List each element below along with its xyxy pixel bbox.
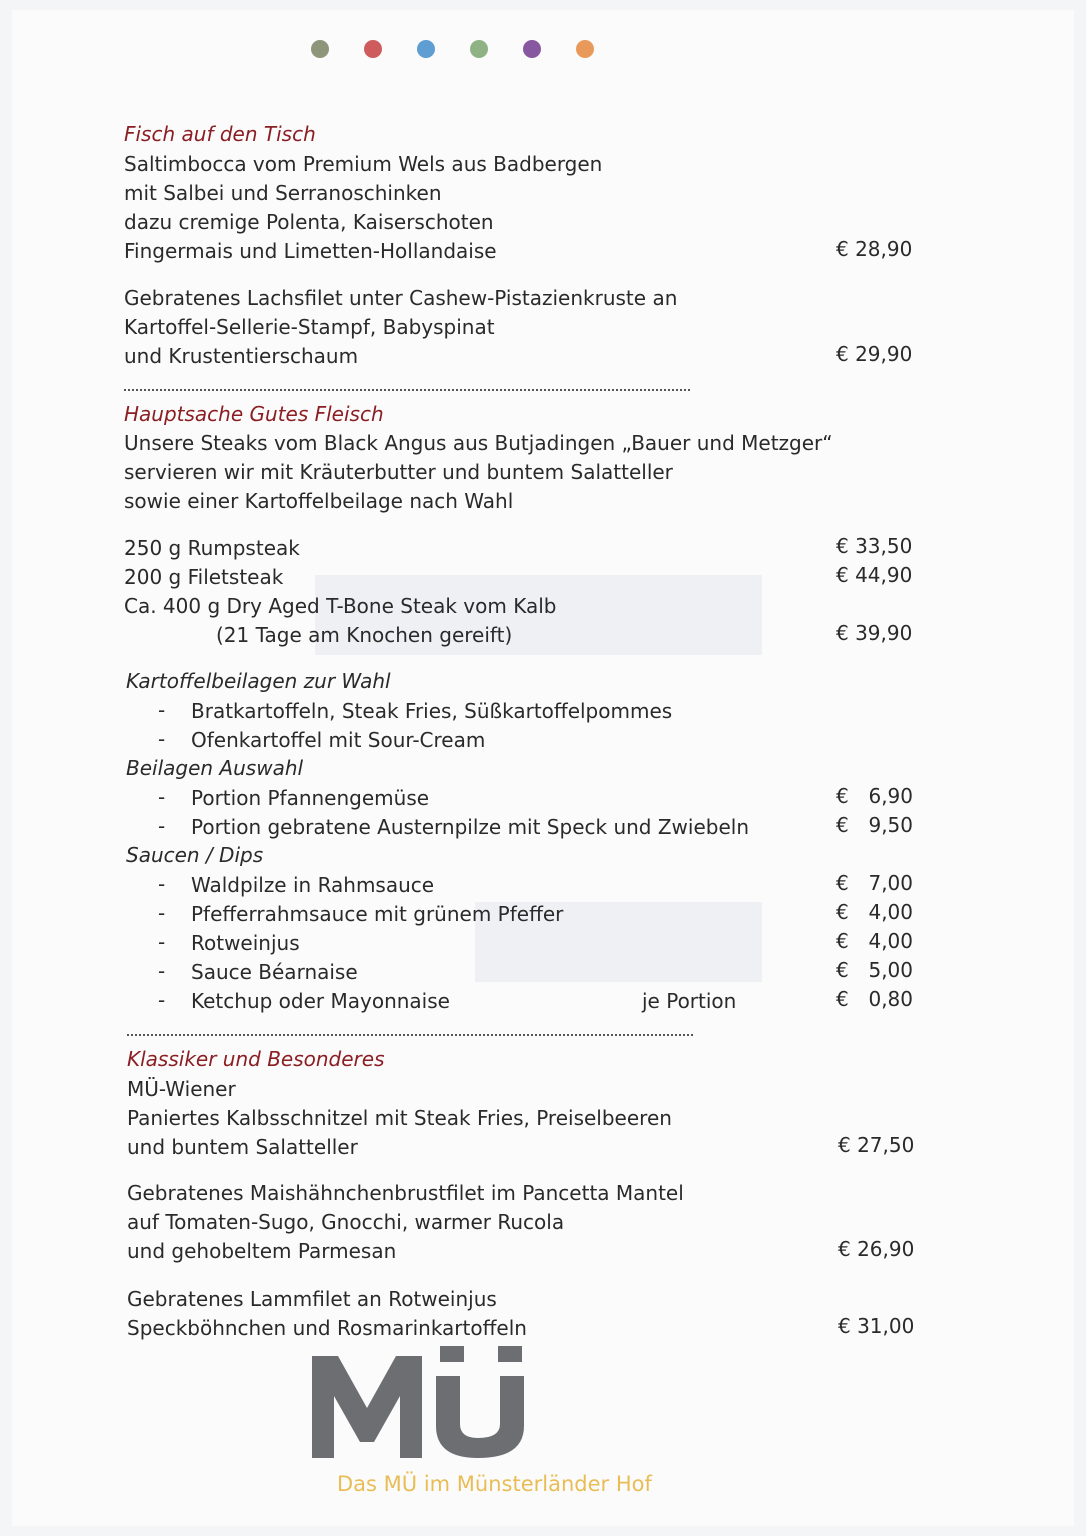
- section-heading-fleisch: Hauptsache Gutes Fleisch: [124, 402, 384, 426]
- subheading-kartoffel: Kartoffelbeilagen zur Wahl: [126, 669, 391, 693]
- intro-line: sowie einer Kartoffelbeilage nach Wahl: [124, 489, 514, 513]
- dish-line: dazu cremige Polenta, Kaiserschoten: [124, 210, 494, 234]
- list-item: Portion gebratene Austernpilze mit Speck und Zwiebeln: [191, 815, 749, 839]
- dish-line: Kartoffel-Sellerie-Stampf, Babyspinat: [124, 315, 495, 339]
- list-dash: -: [158, 930, 166, 954]
- list-dash: -: [158, 814, 166, 838]
- euro-sign: €: [836, 871, 849, 895]
- dish-price: € 28,90: [836, 237, 913, 261]
- list-dash: -: [158, 872, 166, 896]
- dish-line: Gebratenes Lachsfilet unter Cashew-Pistazienkruste an: [124, 286, 678, 310]
- list-item: Portion Pfannengemüse: [191, 786, 430, 810]
- list-item: Bratkartoffeln, Steak Fries, Süßkartoffelpommes: [191, 699, 673, 723]
- steak-name: 200 g Filetsteak: [124, 565, 284, 589]
- dish-line: Gebratenes Lammfilet an Rotweinjus: [127, 1287, 497, 1311]
- price-value: 6,90: [868, 784, 913, 808]
- dish-price: € 29,90: [836, 342, 913, 366]
- dish-line: Paniertes Kalbsschnitzel mit Steak Fries, Preiselbeeren: [127, 1106, 672, 1130]
- dish-line: und gehobeltem Parmesan: [127, 1239, 397, 1263]
- list-item: Rotweinjus: [191, 931, 300, 955]
- list-item: Sauce Béarnaise: [191, 960, 358, 984]
- tagline: Das MÜ im Münsterländer Hof: [337, 1472, 652, 1496]
- price-value: 5,00: [868, 958, 913, 982]
- dish-line: Speckböhnchen und Rosmarinkartoffeln: [127, 1316, 527, 1340]
- list-dash: -: [158, 698, 166, 722]
- dish-line: Gebratenes Maishähnchenbrustfilet im Pancetta Mantel: [127, 1181, 684, 1205]
- section-heading-fisch: Fisch auf den Tisch: [124, 122, 316, 146]
- steak-name: Ca. 400 g Dry Aged T-Bone Steak vom Kalb: [124, 594, 557, 618]
- dish-line: auf Tomaten-Sugo, Gnocchi, warmer Rucola: [127, 1210, 565, 1234]
- dot-olive: [311, 40, 329, 58]
- euro-sign: €: [836, 958, 849, 982]
- dish-price: € 27,50: [838, 1133, 915, 1157]
- list-dash: -: [158, 785, 166, 809]
- color-dots: [311, 40, 594, 58]
- steak-name: 250 g Rumpsteak: [124, 536, 300, 560]
- steak-price: € 44,90: [836, 563, 913, 587]
- steak-note: (21 Tage am Knochen gereift): [216, 623, 513, 647]
- subheading-saucen: Saucen / Dips: [126, 843, 264, 867]
- euro-sign: €: [836, 929, 849, 953]
- euro-sign: €: [836, 813, 849, 837]
- list-dash: -: [158, 959, 166, 983]
- dot-red: [364, 40, 382, 58]
- list-item: Ketchup oder Mayonnaise: [191, 989, 450, 1013]
- steak-price: € 33,50: [836, 534, 913, 558]
- dot-blue: [417, 40, 435, 58]
- price-value: 7,00: [868, 871, 913, 895]
- dot-green: [470, 40, 488, 58]
- subheading-beilagen: Beilagen Auswahl: [126, 756, 304, 780]
- intro-line: servieren wir mit Kräuterbutter und buntem Salatteller: [124, 460, 673, 484]
- euro-sign: €: [836, 987, 849, 1011]
- portion-note: je Portion: [642, 989, 737, 1013]
- section-heading-klassiker: Klassiker und Besonderes: [127, 1047, 385, 1071]
- price-value: 0,80: [868, 987, 913, 1011]
- list-item: Ofenkartoffel mit Sour-Cream: [191, 728, 486, 752]
- list-dash: -: [158, 727, 166, 751]
- dot-orange: [576, 40, 594, 58]
- dot-purple: [523, 40, 541, 58]
- list-item: Pfefferrahmsauce mit grünem Pfeffer: [191, 902, 564, 926]
- list-item: Waldpilze in Rahmsauce: [191, 873, 435, 897]
- dish-line: und buntem Salatteller: [127, 1135, 358, 1159]
- dish-line: Fingermais und Limetten-Hollandaise: [124, 239, 497, 263]
- mu-logo: [312, 1346, 527, 1460]
- list-dash: -: [158, 901, 166, 925]
- price-value: 9,50: [868, 813, 913, 837]
- dotted-separator: [124, 389, 690, 391]
- dish-line: Saltimbocca vom Premium Wels aus Badbergen: [124, 152, 603, 176]
- list-dash: -: [158, 988, 166, 1012]
- dish-line: und Krustentierschaum: [124, 344, 359, 368]
- steak-price: € 39,90: [836, 621, 913, 645]
- price-value: 4,00: [868, 929, 913, 953]
- euro-sign: €: [836, 900, 849, 924]
- price-value: 4,00: [868, 900, 913, 924]
- dish-line: mit Salbei und Serranoschinken: [124, 181, 442, 205]
- dish-price: € 31,00: [838, 1314, 915, 1338]
- euro-sign: €: [836, 784, 849, 808]
- dish-price: € 26,90: [838, 1237, 915, 1261]
- dotted-separator: [127, 1034, 693, 1036]
- intro-line: Unsere Steaks vom Black Angus aus Butjadingen „Bauer und Metzger“: [124, 431, 833, 455]
- dish-line: MÜ-Wiener: [127, 1077, 236, 1101]
